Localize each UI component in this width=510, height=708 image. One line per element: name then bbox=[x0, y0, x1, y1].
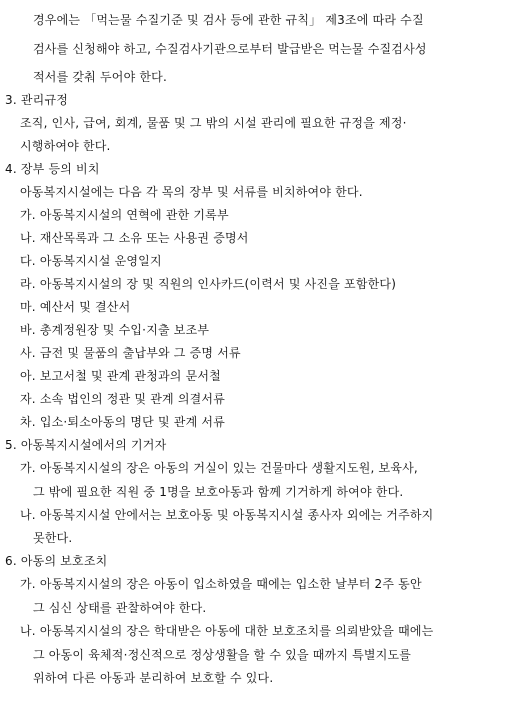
text-line: 못한다. bbox=[33, 531, 73, 545]
list-item: 나. 아동복지시설 안에서는 보호아동 및 아동복지시설 종사자 외에는 거주하지 bbox=[20, 508, 434, 522]
text-line: 아동복지시설에는 다음 각 목의 장부 및 서류를 비치하여야 한다. bbox=[20, 185, 363, 199]
text-line: 검사를 신청해야 하고, 수질검사기관으로부터 발급받은 먹는물 수질검사성 bbox=[33, 42, 427, 56]
text-line: 적서를 갖춰 두어야 한다. bbox=[33, 70, 167, 84]
list-item: 가. 아동복지시설의 연혁에 관한 기록부 bbox=[20, 208, 229, 222]
list-item: 사. 금전 및 물품의 출납부와 그 증명 서류 bbox=[20, 346, 241, 360]
list-item: 자. 소속 법인의 정관 및 관계 의결서류 bbox=[20, 392, 225, 406]
section-heading: 3. 관리규정 bbox=[5, 93, 69, 107]
list-item: 차. 입소·퇴소아동의 명단 및 관계 서류 bbox=[20, 415, 225, 429]
text-line: 그 아동이 육체적·정신적으로 정상생활을 할 수 있을 때까지 특별지도를 bbox=[33, 648, 412, 662]
section-heading: 5. 아동복지시설에서의 기거자 bbox=[5, 438, 167, 452]
section-heading: 4. 장부 등의 비치 bbox=[5, 162, 100, 176]
list-item: 다. 아동복지시설 운영일지 bbox=[20, 254, 162, 268]
list-item: 라. 아동복지시설의 장 및 직원의 인사카드(이력서 및 사진을 포함한다) bbox=[20, 277, 397, 291]
list-item: 나. 재산목록과 그 소유 또는 사용권 증명서 bbox=[20, 231, 249, 245]
list-item: 가. 아동복지시설의 장은 아동이 입소하였을 때에는 입소한 날부터 2주 동안 bbox=[20, 577, 422, 591]
text-line: 그 밖에 필요한 직원 중 1명을 보호아동과 함께 기거하게 하여야 한다. bbox=[33, 485, 404, 499]
text-line: 그 심신 상태를 관찰하여야 한다. bbox=[33, 601, 207, 615]
text-line: 시행하여야 한다. bbox=[20, 139, 111, 153]
section-heading: 6. 아동의 보호조치 bbox=[5, 554, 108, 568]
text-line: 경우에는 「먹는물 수질기준 및 검사 등에 관한 규칙」 제3조에 따라 수질 bbox=[33, 13, 424, 27]
list-item: 바. 총계정원장 및 수입·지출 보조부 bbox=[20, 323, 210, 337]
text-line: 조직, 인사, 급여, 회계, 물품 및 그 밖의 시설 관리에 필요한 규정을 제정· bbox=[20, 116, 407, 130]
text-line: 위하여 다른 아동과 분리하여 보호할 수 있다. bbox=[33, 671, 274, 685]
list-item: 아. 보고서철 및 관계 관청과의 문서철 bbox=[20, 369, 221, 383]
list-item: 나. 아동복지시설의 장은 학대받은 아동에 대한 보호조치를 의뢰받았을 때에는 bbox=[20, 624, 434, 638]
list-item: 마. 예산서 및 결산서 bbox=[20, 300, 131, 314]
list-item: 가. 아동복지시설의 장은 아동의 거실이 있는 건물마다 생활지도원, 보육사, bbox=[20, 461, 418, 475]
